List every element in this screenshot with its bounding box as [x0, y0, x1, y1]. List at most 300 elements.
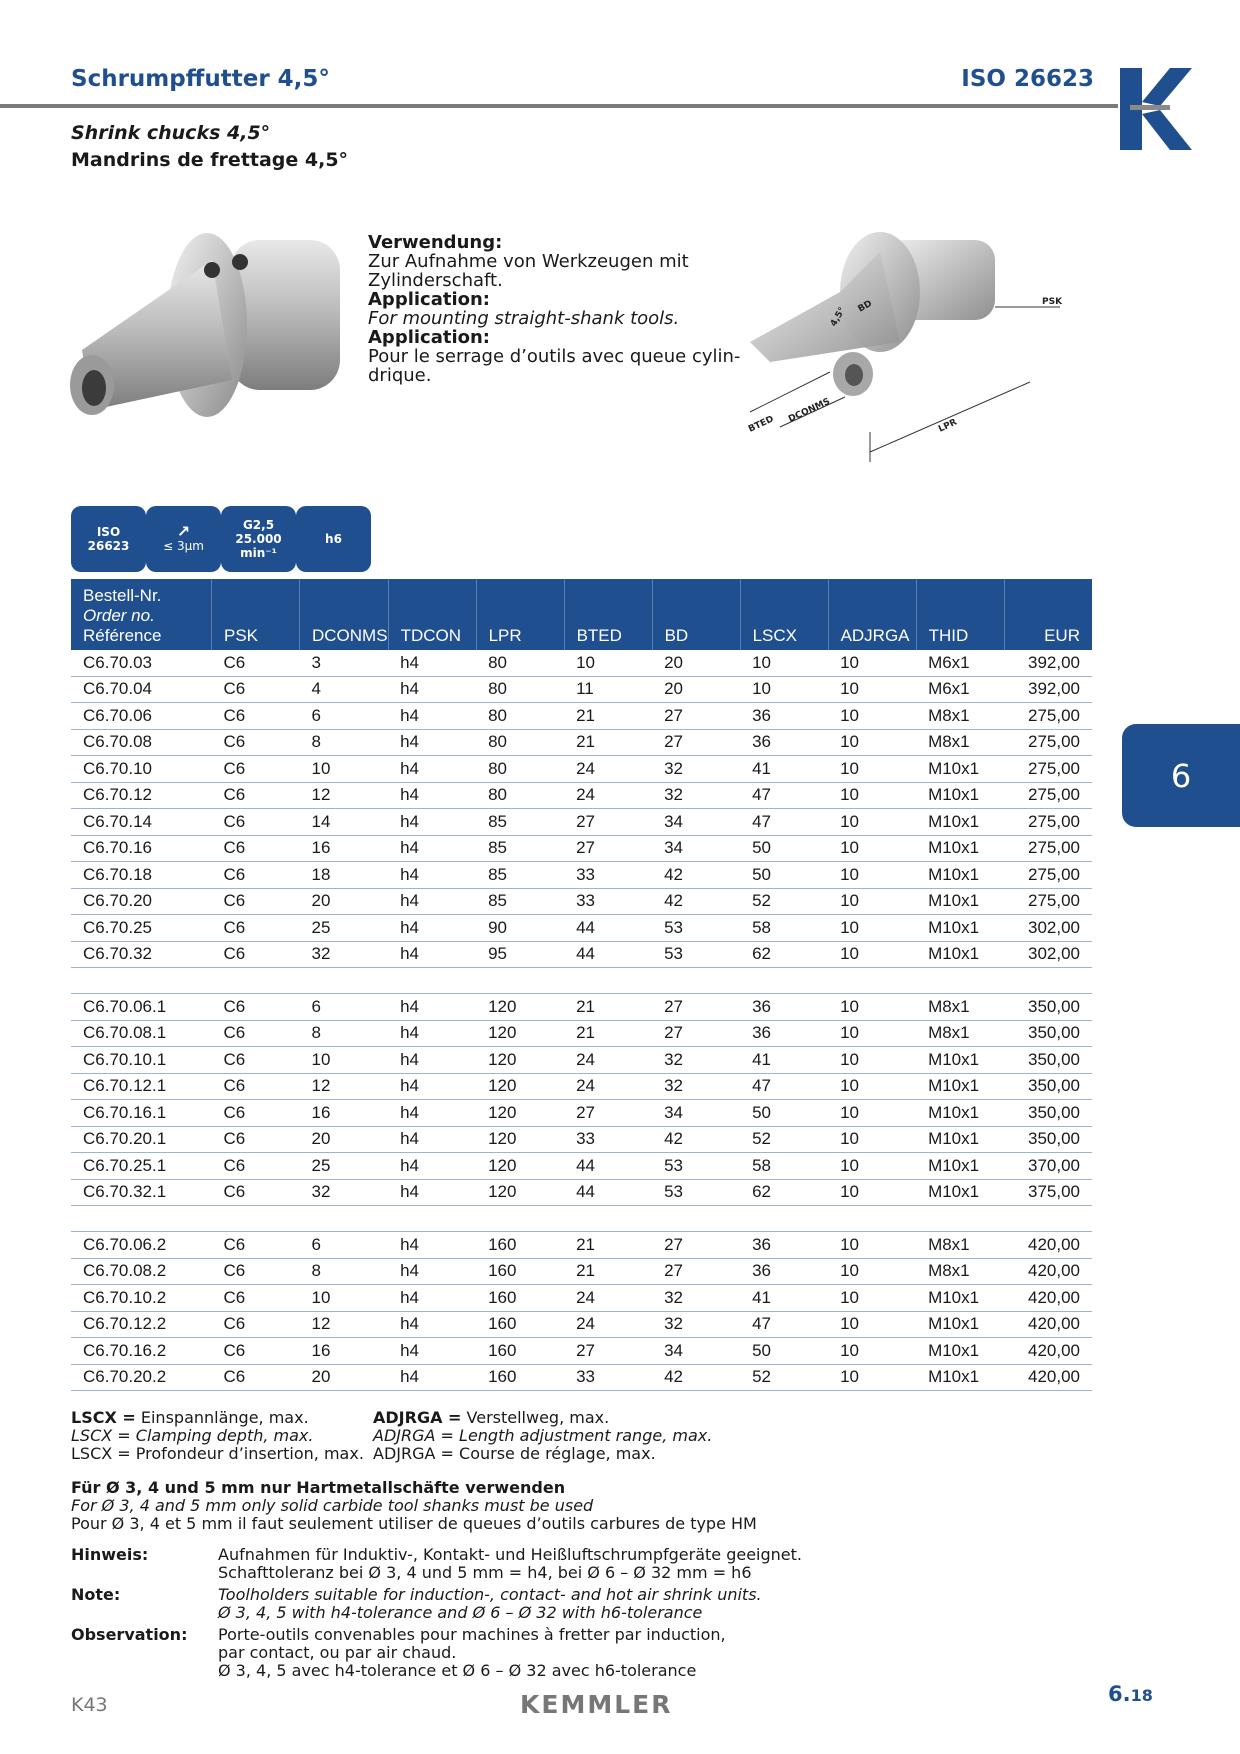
table-cell: 42 [652, 1126, 740, 1153]
table-cell: 27 [652, 1020, 740, 1047]
table-cell: 34 [652, 809, 740, 836]
table-cell: 8 [300, 729, 389, 756]
table-cell: 10 [828, 1100, 916, 1127]
table-cell: h4 [388, 1311, 476, 1338]
table-cell: 160 [476, 1285, 564, 1312]
table-cell: 24 [564, 1047, 652, 1074]
note-label-en: Note: [71, 1585, 121, 1604]
table-cell: h4 [388, 1364, 476, 1391]
legend-lscx-en: Clamping depth, max. [135, 1426, 314, 1445]
table-cell: 20 [300, 1126, 389, 1153]
table-cell: C6 [212, 888, 300, 915]
table-cell: 47 [740, 1311, 828, 1338]
drawing-label-lpr: LPR [937, 417, 959, 435]
carbide-note [71, 1479, 757, 1533]
col-header-thid: THID [916, 579, 1004, 650]
brand-wordmark: KEMMLER [520, 1690, 673, 1719]
table-cell: 350,00 [1004, 1100, 1092, 1127]
subtitle-en: Shrink chucks 4,5° [71, 122, 271, 144]
table-cell: h4 [388, 1232, 476, 1259]
drawing-label-dconms: DCONMS [787, 396, 832, 425]
table-cell: C6.70.03 [71, 650, 212, 676]
tolerance-value: h6 [325, 532, 342, 546]
legend-lscx-fr-key: LSCX = [71, 1444, 131, 1463]
table-cell: 50 [740, 835, 828, 862]
table-cell: 27 [564, 1338, 652, 1365]
kemmler-k-logo-icon [1120, 68, 1192, 150]
table-cell: h4 [388, 1047, 476, 1074]
table-cell: M10x1 [916, 1047, 1004, 1074]
col-header-bted: BTED [564, 579, 652, 650]
drawing-label-bted: BTED [747, 414, 776, 435]
table-cell: 18 [300, 862, 389, 889]
table-cell: 350,00 [1004, 1047, 1092, 1074]
legend-adj-fr-key: ADJRGA = [373, 1444, 454, 1463]
table-cell: h4 [388, 1179, 476, 1206]
table-cell: 44 [564, 915, 652, 942]
table-cell: 420,00 [1004, 1311, 1092, 1338]
col-header-lscx: LSCX [740, 579, 828, 650]
shrink-chuck-photo [62, 230, 352, 450]
table-row [71, 941, 1092, 968]
table-cell: 302,00 [1004, 941, 1092, 968]
table-cell: 10 [828, 676, 916, 703]
table-cell: 420,00 [1004, 1285, 1092, 1312]
table-cell: 10 [828, 650, 916, 676]
table-cell: C6 [212, 941, 300, 968]
table-cell: 53 [652, 1153, 740, 1180]
drawing-label-angle: 4,5° [828, 305, 848, 329]
table-row [71, 915, 1092, 942]
table-cell: 27 [652, 729, 740, 756]
table-cell: 10 [740, 676, 828, 703]
table-cell: C6.70.06.2 [71, 1232, 212, 1259]
table-cell: C6.70.12.2 [71, 1311, 212, 1338]
iso-badge-line1: ISO [96, 525, 121, 539]
table-cell: 275,00 [1004, 729, 1092, 756]
table-cell: h4 [388, 888, 476, 915]
table-cell: 80 [476, 676, 564, 703]
carbide-note-en: For Ø 3, 4 and 5 mm only solid carbide tool shanks must be used [71, 1496, 594, 1515]
table-cell: 95 [476, 941, 564, 968]
usage-text-fr-2: drique. [368, 365, 432, 386]
table-group-spacer [71, 968, 1092, 994]
usage-text-de-1: Zur Aufnahme von Werkzeugen mit [368, 251, 689, 272]
table-cell: C6.70.16.2 [71, 1338, 212, 1365]
balance-badge [221, 506, 296, 572]
table-cell: C6 [212, 1364, 300, 1391]
table-cell: 6 [300, 703, 389, 730]
table-spacer-cell [71, 968, 1092, 994]
table-cell: h4 [388, 1258, 476, 1285]
table-cell: h4 [388, 994, 476, 1021]
table-cell: 32 [652, 1311, 740, 1338]
table-row [71, 1020, 1092, 1047]
table-cell: h4 [388, 1073, 476, 1100]
drawing-label-psk: PSK [1042, 297, 1063, 307]
section-tab: 6 [1122, 724, 1240, 827]
table-cell: 16 [300, 1338, 389, 1365]
table-cell: 34 [652, 1338, 740, 1365]
table-cell: 27 [564, 1100, 652, 1127]
product-table [71, 579, 1092, 1391]
table-cell: C6 [212, 676, 300, 703]
table-cell: 32 [652, 1073, 740, 1100]
table-cell: 10 [828, 994, 916, 1021]
table-cell: 12 [300, 782, 389, 809]
table-row [71, 1285, 1092, 1312]
table-cell: 21 [564, 729, 652, 756]
table-cell: 275,00 [1004, 703, 1092, 730]
table-cell: 4 [300, 676, 389, 703]
table-cell: 10 [828, 1153, 916, 1180]
table-cell: 32 [300, 1179, 389, 1206]
table-cell: C6.70.20.1 [71, 1126, 212, 1153]
table-cell: C6.70.16.1 [71, 1100, 212, 1127]
table-cell: 120 [476, 1126, 564, 1153]
note-fr-1: Porte-outils convenables pour machines à fretter par induction, [218, 1625, 726, 1644]
usage-text-en: For mounting straight-shank tools. [368, 308, 680, 329]
table-cell: C6.70.08 [71, 729, 212, 756]
table-row [71, 676, 1092, 703]
table-cell: 350,00 [1004, 1126, 1092, 1153]
table-cell: 350,00 [1004, 1073, 1092, 1100]
table-cell: 120 [476, 1047, 564, 1074]
runout-icon: ↗ [176, 522, 191, 541]
table-cell: 90 [476, 915, 564, 942]
table-cell: 120 [476, 994, 564, 1021]
legend-adj-en-key: ADJRGA = [373, 1426, 454, 1445]
col-header-order-en: Order no. [83, 606, 155, 625]
table-cell: C6 [212, 703, 300, 730]
table-cell: C6 [212, 729, 300, 756]
table-cell: 3 [300, 650, 389, 676]
table-cell: C6 [212, 835, 300, 862]
table-cell: C6.70.04 [71, 676, 212, 703]
table-cell: C6.70.06.1 [71, 994, 212, 1021]
table-cell: M10x1 [916, 782, 1004, 809]
table-cell: 10 [828, 1364, 916, 1391]
table-cell: 275,00 [1004, 782, 1092, 809]
legend-lscx-en-key: LSCX = [71, 1426, 131, 1445]
table-row [71, 650, 1092, 676]
table-cell: M10x1 [916, 1179, 1004, 1206]
usage-label-en: Application: [368, 289, 491, 310]
notes-block [71, 1546, 1071, 1680]
table-row [71, 835, 1092, 862]
table-cell: 10 [828, 862, 916, 889]
table-cell: 24 [564, 1311, 652, 1338]
table-cell: C6.70.06 [71, 703, 212, 730]
table-cell: 36 [740, 1232, 828, 1259]
table-cell: 36 [740, 1020, 828, 1047]
table-cell: 52 [740, 1126, 828, 1153]
table-cell: 53 [652, 915, 740, 942]
table-cell: 33 [564, 888, 652, 915]
table-row [71, 1179, 1092, 1206]
table-row [71, 1100, 1092, 1127]
page-number [1108, 1682, 1153, 1706]
table-cell: 50 [740, 862, 828, 889]
table-cell: 11 [564, 676, 652, 703]
table-cell: 10 [828, 1047, 916, 1074]
table-row [71, 1126, 1092, 1153]
table-cell: 85 [476, 835, 564, 862]
col-header-order-fr: Référence [83, 626, 162, 645]
table-header-row [71, 579, 1092, 650]
carbide-note-de: Für Ø 3, 4 und 5 mm nur Hartmetallschäfte verwenden [71, 1478, 566, 1497]
table-cell: 36 [740, 1258, 828, 1285]
table-cell: M8x1 [916, 994, 1004, 1021]
usage-text-fr-1: Pour le serrage d’outils avec queue cylin- [368, 346, 741, 367]
table-cell: h4 [388, 1126, 476, 1153]
table-row [71, 862, 1092, 889]
table-cell: C6 [212, 809, 300, 836]
table-cell: M8x1 [916, 1232, 1004, 1259]
table-cell: 34 [652, 835, 740, 862]
table-cell: C6 [212, 756, 300, 783]
legend-adj-de-key: ADJRGA = [373, 1408, 462, 1427]
table-cell: C6.70.25 [71, 915, 212, 942]
table-cell: 24 [564, 782, 652, 809]
table-cell: 120 [476, 1073, 564, 1100]
table-cell: M10x1 [916, 1311, 1004, 1338]
table-cell: 85 [476, 888, 564, 915]
table-cell: h4 [388, 941, 476, 968]
table-cell: 33 [564, 1126, 652, 1153]
table-cell: 52 [740, 888, 828, 915]
table-cell: h4 [388, 729, 476, 756]
table-cell: M10x1 [916, 835, 1004, 862]
table-row [71, 888, 1092, 915]
table-row [71, 1232, 1092, 1259]
page-number-sub: 18 [1130, 1686, 1153, 1705]
table-cell: M10x1 [916, 862, 1004, 889]
table-cell: 27 [652, 1232, 740, 1259]
legend-lscx-de: Einspannlänge, max. [140, 1408, 309, 1427]
table-cell: C6.70.20.2 [71, 1364, 212, 1391]
table-cell: h4 [388, 809, 476, 836]
table-cell: 10 [828, 703, 916, 730]
carbide-note-fr: Pour Ø 3, 4 et 5 mm il faut seulement utiliser de queues d’outils carbures de type HM [71, 1514, 757, 1533]
table-cell: C6 [212, 1285, 300, 1312]
header-rule [0, 104, 1118, 108]
table-cell: M8x1 [916, 1258, 1004, 1285]
table-cell: 85 [476, 809, 564, 836]
table-cell: 42 [652, 888, 740, 915]
table-cell: M10x1 [916, 756, 1004, 783]
table-cell: 10 [828, 835, 916, 862]
table-cell: 10 [300, 1285, 389, 1312]
page-title: Schrumpffutter 4,5° [71, 66, 330, 92]
table-cell: 12 [300, 1311, 389, 1338]
table-cell: 160 [476, 1232, 564, 1259]
table-cell: 6 [300, 1232, 389, 1259]
legend-adj-de: Verstellweg, max. [466, 1408, 610, 1427]
table-cell: 41 [740, 1285, 828, 1312]
legend-adj-en: Length adjustment range, max. [459, 1426, 713, 1445]
table-cell: C6.70.25.1 [71, 1153, 212, 1180]
table-cell: 44 [564, 1179, 652, 1206]
table-cell: 24 [564, 756, 652, 783]
table-cell: 36 [740, 729, 828, 756]
table-cell: 36 [740, 703, 828, 730]
table-cell: 160 [476, 1258, 564, 1285]
table-cell: h4 [388, 1338, 476, 1365]
table-cell: C6 [212, 1232, 300, 1259]
table-cell: h4 [388, 915, 476, 942]
table-cell: C6.70.10 [71, 756, 212, 783]
table-cell: 10 [828, 809, 916, 836]
table-cell: h4 [388, 1100, 476, 1127]
table-cell: 275,00 [1004, 809, 1092, 836]
table-cell: 392,00 [1004, 650, 1092, 676]
table-cell: 20 [300, 888, 389, 915]
table-cell: 27 [652, 1258, 740, 1285]
table-cell: 20 [652, 650, 740, 676]
table-cell: 27 [652, 994, 740, 1021]
table-cell: h4 [388, 756, 476, 783]
table-cell: 80 [476, 756, 564, 783]
note-en-2: Ø 3, 4, 5 with h4-tolerance and Ø 6 – Ø 32 with h6-tolerance [218, 1603, 703, 1622]
table-cell: M8x1 [916, 703, 1004, 730]
table-row [71, 756, 1092, 783]
usage-label-fr: Application: [368, 327, 491, 348]
table-cell: h4 [388, 650, 476, 676]
table-cell: 14 [300, 809, 389, 836]
legend-lscx [71, 1409, 364, 1463]
table-cell: M10x1 [916, 1126, 1004, 1153]
table-cell: h4 [388, 1020, 476, 1047]
table-row [71, 782, 1092, 809]
table-cell: 10 [828, 1179, 916, 1206]
table-cell: C6 [212, 1047, 300, 1074]
table-cell: 24 [564, 1073, 652, 1100]
table-cell: 25 [300, 915, 389, 942]
table-cell: C6.70.10.2 [71, 1285, 212, 1312]
table-cell: 10 [300, 1047, 389, 1074]
drawing-label-bd: BD [856, 298, 874, 315]
col-header-order [71, 579, 212, 650]
table-cell: 33 [564, 862, 652, 889]
table-cell: 392,00 [1004, 676, 1092, 703]
table-cell: 10 [828, 1338, 916, 1365]
table-cell: 47 [740, 782, 828, 809]
table-cell: 21 [564, 703, 652, 730]
table-cell: 32 [652, 782, 740, 809]
legend-adj-fr: Course de réglage, max. [459, 1444, 656, 1463]
note-de-1: Aufnahmen für Induktiv-, Kontakt- und Heißluftschrumpfgeräte geeignet. [218, 1545, 802, 1564]
table-cell: h4 [388, 1153, 476, 1180]
table-cell: C6 [212, 1258, 300, 1285]
table-row [71, 1311, 1092, 1338]
subtitle-fr: Mandrins de frettage 4,5° [71, 149, 349, 171]
table-cell: 44 [564, 941, 652, 968]
runout-value: ≤ 3µm [163, 539, 204, 553]
table-cell: C6 [212, 1153, 300, 1180]
table-cell: 10 [828, 1073, 916, 1100]
table-cell: 275,00 [1004, 756, 1092, 783]
table-cell: C6 [212, 1179, 300, 1206]
table-cell: C6 [212, 1100, 300, 1127]
usage-label-de: Verwendung: [368, 232, 503, 253]
table-cell: 16 [300, 835, 389, 862]
table-spacer-cell [71, 1206, 1092, 1232]
table-cell: 120 [476, 1179, 564, 1206]
table-cell: M10x1 [916, 1073, 1004, 1100]
table-cell: C6.70.10.1 [71, 1047, 212, 1074]
note-fr-3: Ø 3, 4, 5 avec h4-tolerance et Ø 6 – Ø 32 avec h6-tolerance [218, 1661, 697, 1680]
table-cell: 10 [564, 650, 652, 676]
table-cell: 32 [300, 941, 389, 968]
table-row [71, 1338, 1092, 1365]
legend-lscx-de-key: LSCX = [71, 1408, 136, 1427]
table-row [71, 809, 1092, 836]
balance-grade: G2,5 [242, 518, 275, 532]
table-row [71, 1258, 1092, 1285]
col-header-order-de: Bestell-Nr. [83, 586, 162, 605]
table-cell: 58 [740, 1153, 828, 1180]
table-cell: 10 [828, 1020, 916, 1047]
table-cell: M10x1 [916, 1364, 1004, 1391]
table-cell: 275,00 [1004, 835, 1092, 862]
table-cell: 41 [740, 756, 828, 783]
table-cell: 275,00 [1004, 862, 1092, 889]
table-cell: 6 [300, 994, 389, 1021]
table-cell: C6.70.08.1 [71, 1020, 212, 1047]
table-cell: C6.70.32 [71, 941, 212, 968]
usage-description [368, 233, 748, 385]
table-cell: C6 [212, 862, 300, 889]
table-cell: C6.70.18 [71, 862, 212, 889]
table-cell: C6.70.32.1 [71, 1179, 212, 1206]
table-cell: h4 [388, 782, 476, 809]
table-cell: 24 [564, 1285, 652, 1312]
tolerance-badge [296, 506, 371, 572]
table-cell: 32 [652, 1285, 740, 1312]
table-cell: C6.70.20 [71, 888, 212, 915]
table-cell: 275,00 [1004, 888, 1092, 915]
table-cell: 350,00 [1004, 994, 1092, 1021]
table-cell: 21 [564, 1232, 652, 1259]
col-header-eur: EUR [1004, 579, 1092, 650]
table-cell: 10 [828, 1232, 916, 1259]
table-cell: 50 [740, 1100, 828, 1127]
table-cell: M10x1 [916, 1285, 1004, 1312]
table-cell: h4 [388, 676, 476, 703]
table-cell: 80 [476, 703, 564, 730]
table-cell: C6.70.08.2 [71, 1258, 212, 1285]
iso-badge [71, 506, 146, 572]
table-cell: 8 [300, 1020, 389, 1047]
col-header-dconms: DCONMS [300, 579, 389, 650]
table-row [71, 1047, 1092, 1074]
table-cell: M10x1 [916, 809, 1004, 836]
note-label-fr: Observation: [71, 1625, 188, 1644]
table-cell: 16 [300, 1100, 389, 1127]
table-cell: 50 [740, 1338, 828, 1365]
table-cell: 42 [652, 1364, 740, 1391]
table-cell: 53 [652, 941, 740, 968]
table-cell: 10 [828, 915, 916, 942]
table-row [71, 729, 1092, 756]
table-cell: C6 [212, 1126, 300, 1153]
table-cell: 80 [476, 782, 564, 809]
note-de-2: Schafttoleranz bei Ø 3, 4 und 5 mm = h4, bei Ø 6 – Ø 32 mm = h6 [218, 1563, 752, 1582]
table-cell: M10x1 [916, 915, 1004, 942]
table-cell: 120 [476, 1020, 564, 1047]
table-cell: 420,00 [1004, 1338, 1092, 1365]
